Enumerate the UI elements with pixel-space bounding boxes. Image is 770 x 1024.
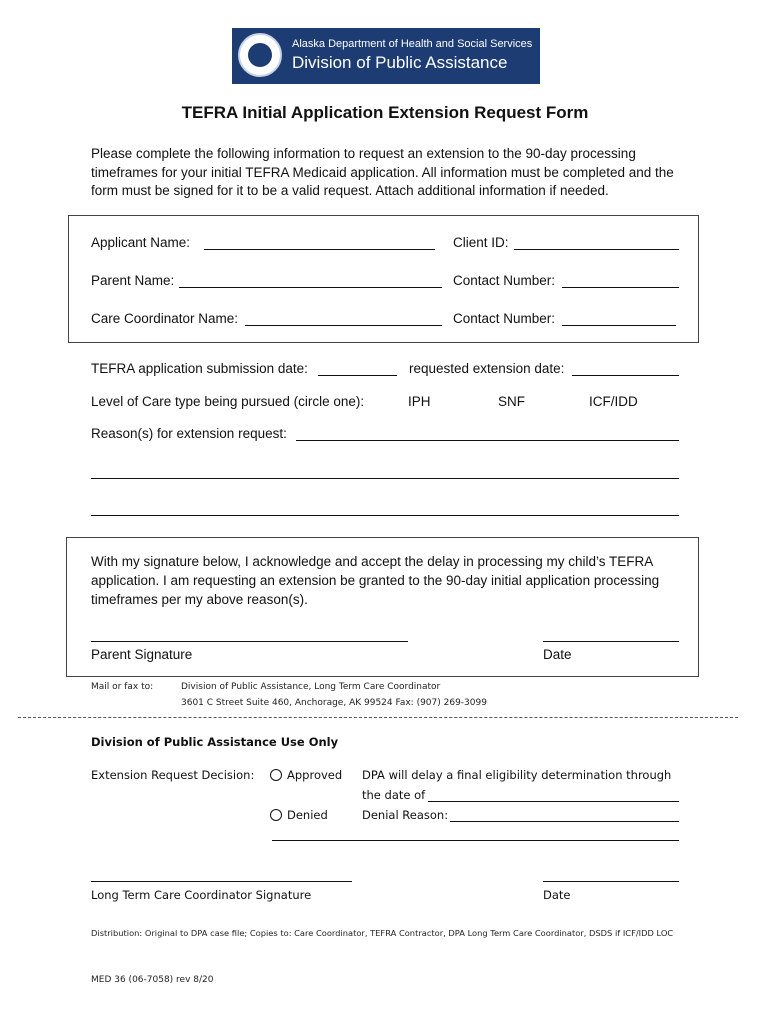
date-label: Date xyxy=(543,647,572,662)
department-name: Alaska Department of Health and Social Services xyxy=(292,38,533,50)
ltc-signature-label: Long Term Care Coordinator Signature xyxy=(91,888,312,902)
form-number: MED 36 (06-7058) rev 8/20 xyxy=(91,975,214,985)
option-icf-idd[interactable]: ICF/IDD xyxy=(589,394,638,409)
client-id-label: Client ID: xyxy=(453,235,509,250)
denied-label: Denied xyxy=(287,808,328,822)
dhss-logo-banner xyxy=(232,28,540,84)
ltc-signature-field[interactable] xyxy=(91,881,352,882)
option-iph[interactable]: IPH xyxy=(408,394,431,409)
parent-name-field[interactable] xyxy=(179,287,442,288)
submission-date-field[interactable] xyxy=(318,375,397,376)
approved-radio[interactable] xyxy=(270,769,282,781)
applicant-name-field[interactable] xyxy=(204,249,435,250)
care-coordinator-name-field[interactable] xyxy=(245,325,442,326)
parent-signature-field[interactable] xyxy=(91,641,408,642)
contact-number-label: Contact Number: xyxy=(453,311,556,326)
delay-date-field[interactable] xyxy=(428,801,679,802)
contact-number-label: Contact Number: xyxy=(453,273,556,288)
denial-reason-label: Denial Reason: xyxy=(362,808,449,822)
client-id-field[interactable] xyxy=(514,249,679,250)
extension-date-label: requested extension date: xyxy=(409,361,565,376)
denial-reason-field-line-2[interactable] xyxy=(272,840,679,841)
division-name: Division of Public Assistance xyxy=(292,53,508,72)
approved-label: Approved xyxy=(287,768,343,782)
mail-address-line-2: 3601 C Street Suite 460, Anchorage, AK 99524 Fax: (907) 269-3099 xyxy=(181,698,487,708)
care-coordinator-name-label: Care Coordinator Name: xyxy=(91,311,239,326)
mail-address-line-1: Division of Public Assistance, Long Term Care Coordinator xyxy=(181,682,441,692)
form-title: TEFRA Initial Application Extension Request Form xyxy=(181,103,589,122)
denied-radio[interactable] xyxy=(270,809,282,821)
distribution-text: Distribution: Original to DPA case file; Copies to: Care Coordinator, TEFRA Contractor, DPA Long Term Care Coordinator, DSDS if ICF/IDD LOC xyxy=(91,928,674,938)
ltc-signature-date-field[interactable] xyxy=(543,881,679,882)
state-seal-icon xyxy=(238,33,282,77)
applicant-name-label: Applicant Name: xyxy=(91,235,191,250)
cut-line-divider xyxy=(18,717,738,718)
reasons-label: Reason(s) for extension request: xyxy=(91,426,287,441)
extension-date-field[interactable] xyxy=(572,375,679,376)
intro-paragraph: Please complete the following information to request an extension to the 90-day processing timeframes for your initial TEFRA Medicaid application. All information must be completed and the form must be signed for it to be a valid request. Attach additional information if needed. xyxy=(91,146,674,198)
reasons-field-line-1[interactable] xyxy=(296,440,679,441)
coordinator-contact-number-field[interactable] xyxy=(562,325,676,326)
parent-signature-label: Parent Signature xyxy=(91,647,193,662)
parent-signature-date-field[interactable] xyxy=(543,641,679,642)
acknowledgement-text: With my signature below, I acknowledge and accept the delay in processing my child’s TEFRA application. I am requesting an extension be granted to the 90-day initial application processing timeframes per my above reason(s). xyxy=(91,554,660,607)
reasons-field-line-3[interactable] xyxy=(91,515,679,516)
delay-text-line-2: the date of xyxy=(362,788,426,802)
submission-date-label: TEFRA application submission date: xyxy=(91,361,308,376)
delay-text-line-1: DPA will delay a final eligibility determination through xyxy=(362,768,672,782)
decision-label: Extension Request Decision: xyxy=(91,768,255,782)
reasons-field-line-2[interactable] xyxy=(91,478,679,479)
level-of-care-label: Level of Care type being pursued (circle one): xyxy=(91,394,365,409)
date-label: Date xyxy=(543,888,571,902)
parent-name-label: Parent Name: xyxy=(91,273,175,288)
office-use-heading: Division of Public Assistance Use Only xyxy=(91,735,339,749)
option-snf[interactable]: SNF xyxy=(498,394,525,409)
mail-label: Mail or fax to: xyxy=(91,682,154,692)
parent-contact-number-field[interactable] xyxy=(562,287,679,288)
denial-reason-field[interactable] xyxy=(450,821,679,822)
